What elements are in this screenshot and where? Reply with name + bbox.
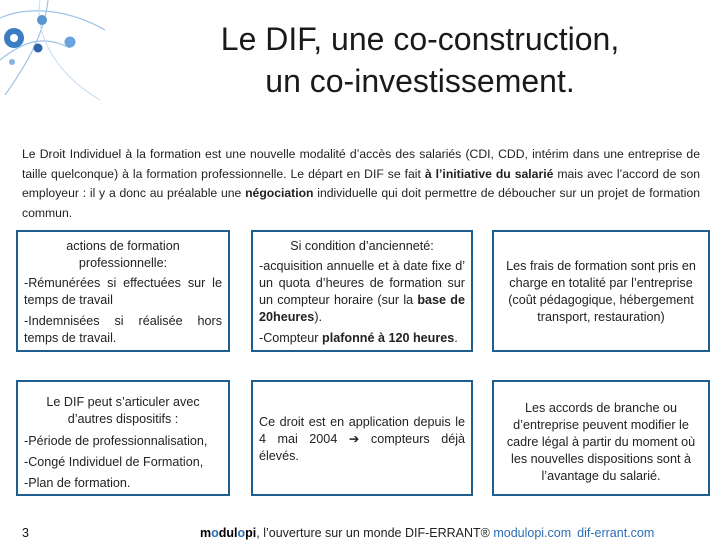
box4-item-2: -Congé Individuel de Formation, [24,455,204,469]
box-dispositifs [16,380,230,496]
intro-text-3: individuelle qui doit permettre de déboucher sur un projet de formation commun. [22,186,700,220]
box2-item-1-bold: base de 20heures [259,293,465,324]
box-frais-formation [492,230,710,352]
box2-item-2 [259,330,465,347]
box5-text-before: Ce droit est en application depuis le 4 mai 2004 [259,415,465,446]
box2-heading: Si condition d’ancienneté: [290,239,434,253]
box-accords-branche [492,380,710,496]
brand-o-2: o [237,526,246,540]
box2-item-2-bold: plafonné à 120 heures [322,331,455,345]
footer-link-dif-errant[interactable]: dif-errant.com [577,526,655,540]
box1-heading: actions de formation professionnelle: [66,239,180,270]
right-arrow-icon: ➔ [348,432,360,446]
intro-text-2: mais avec l’accord de son employeur : il y a donc au préalable une [22,166,700,200]
box2-item-2-text: -Compteur [259,331,322,345]
box-application [251,380,473,496]
box4-item-3: -Plan de formation. [24,476,131,490]
brand-dul: dul [218,526,238,540]
box5-text [259,414,465,465]
box3-text: Les frais de formation sont pris en charge en totalité par l’entreprise (coût pédagogique, hébergement transport, restauration) [506,259,696,324]
modulopi-logo [0,0,110,110]
box2-item-2-end: . [454,331,458,345]
box1-item-2: -Indemnisées si réalisée hors temps de travail. [24,314,222,345]
footer-tagline: , l’ouverture sur un monde DIF-ERRANT® [256,526,494,540]
title-line-2: un co-investissement. [265,63,575,99]
box-actions-formation [16,230,230,352]
intro-bold-2: négociation [245,186,314,200]
box5-text-after: compteurs déjà élevés. [259,432,465,463]
title-line-1: Le DIF, une co-construction, [220,21,620,57]
brand-pi: pi [245,526,257,540]
box2-item-1-end: ). [314,310,323,324]
box2-item-1 [259,258,465,326]
intro-paragraph [22,145,700,223]
box-anciennete [251,230,473,352]
box6-text: Les accords de branche ou d’entreprise peuvent modifier le cadre légal à partir du moment où les nouvelles dispositions sont à l’avantage du salarié. [506,401,696,483]
brand-o-1: o [211,526,219,540]
page-title [150,18,690,102]
box1-item-1: -Rémunérées si effectuées sur le temps de travail [24,276,222,307]
brand-m: m [200,526,212,540]
intro-text-1: Le Droit Individuel à la formation est une nouvelle modalité d’accès des salariés (CDI, CDD, intérim dans une entreprise de taille quelconque) à la formation professionnelle. Le départ en DIF se fait [22,147,700,181]
box2-item-1-text: -acquisition annuelle et à date fixe d’ un quota d’heures de formation sur un compteur horaire (sur la [259,259,465,307]
intro-bold-1: à l’initiative du salarié [424,166,554,181]
brand-name [200,526,256,540]
footer [200,526,654,540]
box4-item-1: -Période de professionnalisation, [24,434,208,448]
page-number: 3 [22,526,29,540]
footer-link-modulopi[interactable]: modulopi.com [493,526,572,540]
box4-heading: Le DIF peut s’articuler avec d’autres dispositifs : [46,395,200,426]
